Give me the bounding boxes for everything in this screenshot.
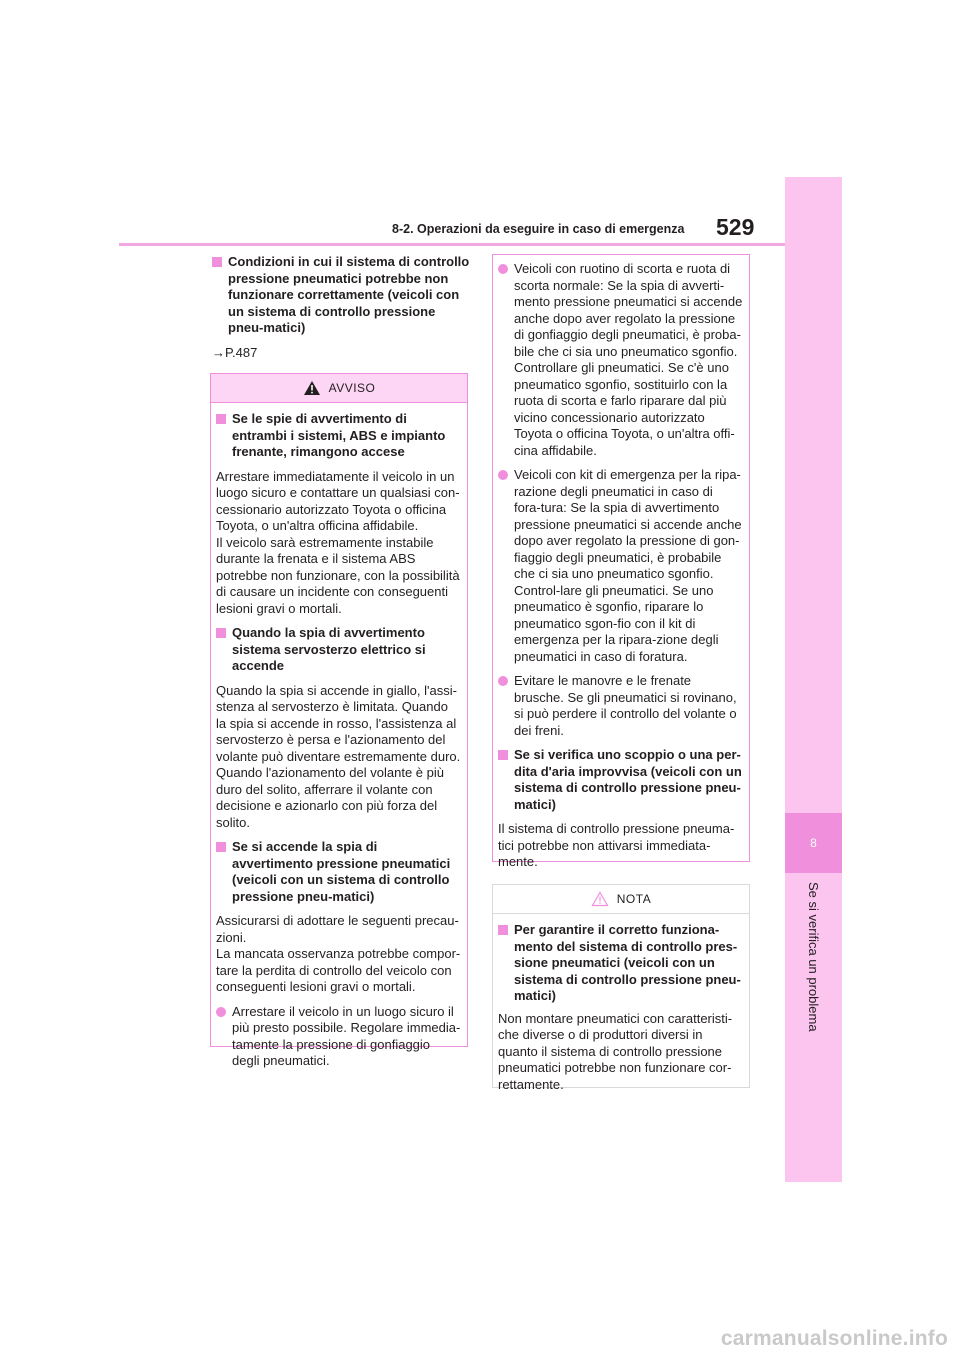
chapter-number: 8 [785,813,842,873]
warning-box-left [210,373,468,1068]
warning-body-continued [493,255,749,871]
section-title: 8-2. Operazioni da eseguire in caso di emergenza [392,222,685,236]
warning-subheading: Se le spie di avvertimento di entrambi i sistemi, ABS e impianto frenante, rimangono accese [216,411,461,461]
square-bullet-icon [498,750,508,760]
intro-section [212,254,472,360]
warning-triangle-icon [303,380,321,396]
warning-box-right [492,254,750,869]
square-bullet-icon [498,925,508,935]
note-paragraph: Non montare pneumatici con caratteristi-che diverse o di produttori diversi in quanto il sistema di controllo pressione pneumatici potrebbe non funzionare cor-rettamente. [498,1010,733,1092]
warning-header [211,374,467,403]
round-bullet-icon [498,676,508,686]
page-reference-link[interactable]: →P.487 [212,344,258,360]
warning-paragraph: Il sistema di controllo pressione pneuma-tici potrebbe non attivarsi immediata-mente. [498,821,735,869]
note-box [492,884,750,1092]
note-body [493,914,749,1093]
warning-paragraph: Arrestare immediatamente il veicolo in un luogo sicuro e contattare un qualsiasi con-cessionario autorizzato Toyota o officina Toyota, o un'altra officina affidabile. Il veicolo sarà estremamente instabile durante la frenata e il sistema ABS potrebbe non funzionare, con la possibilità di causare un incidente con conseguenti lesioni gravi o mortali. [216,468,460,616]
page-number: 529 [716,214,755,240]
round-bullet-icon [498,264,508,274]
square-bullet-icon [216,628,226,638]
chapter-label: Se si verifica un problema [806,882,821,1032]
intro-heading: Condizioni in cui il sistema di controllo pressione pneumatici potrebbe non funzionare correttamente (veicoli con un sistema di controllo pressione pneu-matici) [212,254,472,337]
header-divider [119,243,840,246]
warning-paragraph: Assicurarsi di adottare le seguenti precau-zioni. La mancata osservanza potrebbe compor-tare la perdita di controllo del veicolo con conseguenti lesioni gravi o mortali. [216,913,461,994]
round-bullet-icon [216,1007,226,1017]
warning-paragraph: Quando la spia si accende in giallo, l'assi-stenza al servosterzo è limitata. Quando la spia si accende in rosso, l'assistenza al servosterzo è persa e l'azionamento del volante può diventare estremamente duro. Quando l'azionamento del volante è più duro del solito, afferrare il volante con decisione e azionarlo con più forza del solito. [216,682,461,830]
watermark: carmanualsonline.info [720,1327,948,1350]
warning-subheading: Se si accende la spia di avvertimento pressione pneumatici (veicoli con un sistema di controllo pressione pneu-matici) [216,839,461,905]
note-heading: Per garantire il corretto funziona-mento del sistema di controllo pres-sione pneumatici (veicoli con un sistema di controllo pressione pneu-matici) [498,922,743,1005]
bullet-item: Arrestare il veicolo in un luogo sicuro il più presto possibile. Regolare immedia-tamente la pressione di gonfiaggio degli pneumatici. [216,1004,461,1070]
bullet-item: Veicoli con kit di emergenza per la ripa-razione degli pneumatici in caso di fora-tura: Se la spia di avvertimento pressione pneumatici si accende anche dopo aver regolato la pressione di gon-fiaggio degli pneumatici, è probabile che ci sia uno pneumatico sgonfio. Control-lare gli pneumatici. Se uno pneumatico è sgonfio, riparare lo pneumatico sgon-fio con il kit di emergenza per la ripara-zione degli pneumatici in caso di foratura. [498,467,743,665]
bullet-item: Veicoli con ruotino di scorta e ruota di scorta normale: Se la spia di avverti-mento pressione pneumatici si accende anche dopo aver regolato la pressione di gonfiaggio degli pneumatici, è proba-bile che ci sia uno pneumatico sgonfio. Controllare gli pneumatici. Se c'è uno pneumatico sgonfio, sostituirlo con la ruota di scorta e farlo riparare dal più vicino concessionario autorizzato Toyota o officina Toyota, o un'altra offi-cina affidabile. [498,261,743,459]
bullet-item: Evitare le manovre e le frenate brusche. Se gli pneumatici si rovinano, si può perdere il controllo del volante o dei freni. [498,673,743,739]
square-bullet-icon [216,842,226,852]
round-bullet-icon [498,470,508,480]
note-title: NOTA [616,892,652,906]
caution-triangle-icon [591,891,609,907]
square-bullet-icon [212,257,222,267]
note-header [493,885,749,914]
warning-subheading: Quando la spia di avvertimento sistema servosterzo elettrico si accende [216,625,461,675]
warning-subheading: Se si verifica uno scoppio o una per-dita d'aria improvvisa (veicoli con un sistema di controllo pressione pneu-matici) [498,747,743,813]
warning-body [211,403,467,1070]
square-bullet-icon [216,414,226,424]
warning-title: AVVISO [328,381,376,395]
